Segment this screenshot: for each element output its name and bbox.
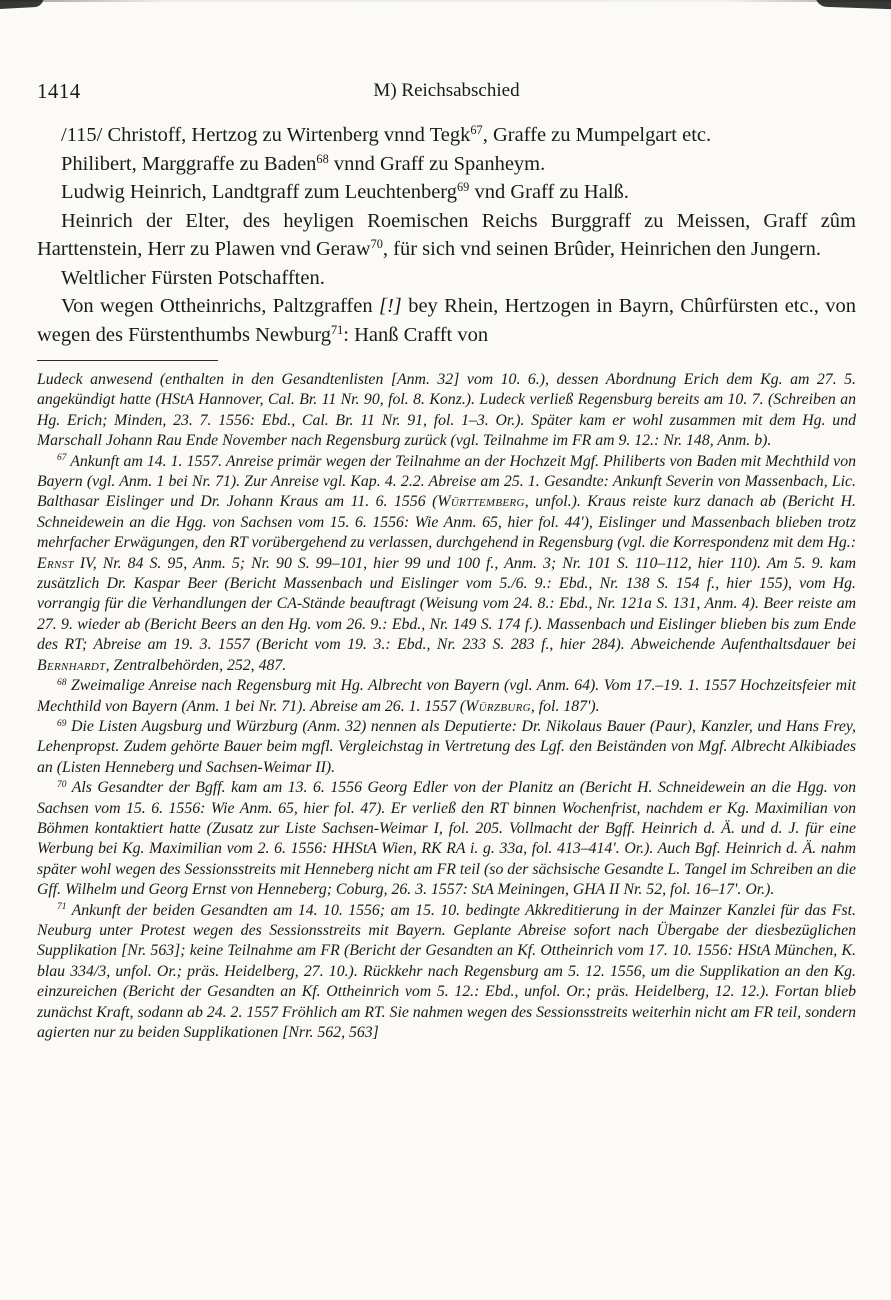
text-run: , Zentralbehörden, 252, 487. [105, 656, 287, 674]
text-run: Heinrich der Elter, des heyligen Roemischen Reichs Burggraff zu Meissen, Graff zûm Harttenstein, Herr zu Plawen vnd Geraw [37, 209, 856, 260]
footnote-number: 68 [57, 677, 67, 688]
footnote-ref: 70 [370, 237, 383, 252]
footnote-paragraph [37, 717, 856, 778]
scan-edge-artifact [0, 0, 891, 2]
text-run: vnnd Graff zu Spanheym. [328, 152, 546, 175]
text-run: Ernst [37, 554, 74, 572]
text-run: [!] [379, 295, 402, 317]
text-run: : Hanß Crafft von [343, 323, 489, 346]
footnote-number: 67 [57, 453, 67, 464]
text-run: Zweimalige Anreise nach Regensburg mit Hg. Albrecht von Bayern (vgl. Anm. 64). Vom 17.–19. 1. 1557 Hochzeitsfeier mit Mechthild von Bayern (Anm. 1 bei Nr. 71). Abreise am 26. 1. 1557 ( [37, 677, 856, 715]
text-run: , Graffe zu Mumpelgart etc. [482, 124, 712, 146]
page-number: 1414 [37, 79, 81, 103]
main-paragraph [37, 292, 856, 349]
text-run: , unfol.). Kraus reiste kurz danach ab (Bericht H. Schneidewein an die Hgg. von Sachsen vom 15. 6. 1556: Wie Anm. 65, hier fol. 44'), Eislinger und Massenbach blieben trotz mehrfacher Erwägungen, den RT vorübergehend zu verlassen, durchgehend in Regensburg (vgl. die Korrespondenz mit dem Hg.: [37, 493, 857, 552]
footnote-paragraph [37, 370, 856, 452]
text-run: , fol. 187'). [530, 697, 600, 715]
text-run: IV, Nr. 84 S. 95, Anm. 5; Nr. 90 S. 99–101, hier 99 und 100 f., Anm. 3; Nr. 101 S. 110–112, hier 110). Am 5. 9. kam zusätzlich Dr. Kaspar Beer (Bericht Massenbach und Eislinger vom 5./6. 9.: Ebd., Nr. 138 S. 154 f., hier 155), vom Hg. vorrangig für die Verhandlungen der CA-Stände beauftragt (Weisung vom 24. 8.: Ebd., Nr. 121a S. 131, Anm. 4). Beer reiste am 27. 9. wieder ab (Bericht Beers an den Hg. vom 26. 9.: Ebd., Nr. 149 S. 174 f.). Massenbach und Eislinger blieben bis zum Ende des RT; Abreise am 19. 3. 1557 (Bericht vom 19. 3.: Ebd., Nr. 233 S. 283 f., hier 284). Abweichende Aufenthaltsdauer bei [37, 554, 856, 654]
text-run: Ankunft am 14. 1. 1557. Anreise primär wegen der Teilnahme an der Hochzeit Mgf. Philiberts von Baden mit Mechthild von Bayern (vgl. Anm. 1 bei Nr. 71). Zur Anreise vgl. Kap. 4. 2.2. Abreise am 25. 1. Gesandte: Ankunft Severin von Massenbach, Lic. Balthasar Eislinger und Dr. Johann Kraus am 11. 6. 1556 ( [37, 452, 856, 511]
main-paragraph [37, 121, 856, 150]
main-paragraph [37, 264, 856, 293]
text-run: Ludwig Heinrich, Landtgraff zum Leuchtenberg [61, 181, 458, 203]
text-run: Von wegen Ottheinrichs, Paltzgraffen [61, 295, 379, 317]
footnote-paragraph [37, 452, 856, 676]
footnote-paragraph [37, 901, 856, 1044]
text-run: Ludeck anwesend (enthalten in den Gesandtenlisten [Anm. 32] vom 10. 6.), dessen Abordnung Erich dem Kg. am 27. 5. angekündigt hatte (HStA Hannover, Cal. Br. 11 Nr. 90, fol. 8. Konz.). Ludeck verließ Regensburg bereits am 10. 7. (Schreiben an Hg. Erich; Minden, 23. 7. 1556: Ebd., Cal. Br. 11 Nr. 91, fol. 1–3. Or.). Später kam er wohl zusammen mit dem Hg. und Marschall Johann Rau Ende November nach Regensburg zurück (vgl. Teilnahme im FR am 9. 12.: Nr. 148, Anm. b). [37, 371, 856, 450]
main-text [37, 121, 856, 349]
main-paragraph [37, 178, 856, 207]
running-head: M) Reichsabschied [373, 80, 520, 101]
main-paragraph [37, 150, 856, 179]
scan-artifact [0, 0, 44, 9]
text-run: Bernhardt [37, 656, 106, 674]
footnote-paragraph [37, 676, 856, 717]
footnote-paragraph [37, 778, 856, 900]
footnote-separator [37, 360, 218, 361]
footnote-number: 71 [57, 902, 67, 913]
text-run: Württemberg [437, 493, 525, 511]
text-run: , für sich vnd seinen Brûder, Heinrichen den Jungern. [382, 238, 821, 260]
footnote-number: 69 [57, 718, 67, 729]
text-run: Würzburg [465, 697, 531, 715]
scan-artifact [815, 0, 891, 9]
text-run: Philibert, Marggraffe zu Baden [61, 152, 317, 175]
footnote-ref: 69 [457, 180, 470, 195]
page-header [37, 78, 856, 108]
footnote-ref: 71 [331, 322, 344, 337]
text-run: /115/ Christoff, Hertzog zu Wirtenberg vnnd Tegk [61, 124, 471, 146]
footnote-ref: 67 [470, 123, 483, 138]
main-paragraph [37, 207, 856, 264]
footnote-ref: 68 [316, 151, 329, 166]
footnote-number: 70 [57, 779, 67, 790]
text-run: Weltlicher Fürsten Potschafften. [61, 266, 325, 289]
text-run: Die Listen Augsburg und Würzburg (Anm. 32) nennen als Deputierte: Dr. Nikolaus Bauer (Paur), Kanzler, und Hans Frey, Lehenpropst. Zudem gehörte Bauer beim mgfl. Vergleichstag in Vertretung des Lgf. den Beiständen von Mgf. Albrecht Alkibiades an (Listen Henneberg und Sachsen-Weimar II). [37, 717, 856, 776]
footnotes [37, 370, 856, 1043]
text-run: Als Gesandter der Bgff. kam am 13. 6. 1556 Georg Edler von der Planitz an (Bericht H. Schneidewein an die Hgg. von Sachsen vom 15. 6. 1556: Wie Anm. 65, hier fol. 47). Er verließ den RT binnen Wochenfrist, nachdem er Kg. Maximilian von Böhmen kontaktiert hatte (Zusatz zur Liste Sachsen-Weimar I, fol. 205. Vollmacht der Bgff. Heinrich d. Ä. und d. J. für eine Werbung bei Kg. Maximilian vom 2. 6. 1556: HHStA Wien, RK RA i. g. 33a, fol. 413–414'. Or.). Auch Bgf. Heinrich d. Ä. nahm später wohl wegen des Sessionsstreits mit Henneberg nicht am FR teil (so der sächsische Gesandte L. Tangel im Schreiben an die Gff. Wilhelm und Georg Ernst von Henneberg; Coburg, 26. 3. 1557: StA Meiningen, GHA II Nr. 52, fol. 16–17'. Or.). [37, 779, 856, 899]
text-run: Ankunft der beiden Gesandten am 14. 10. 1556; am 15. 10. bedingte Akkreditierung in der Mainzer Kanzlei für das Fst. Neuburg unter Protest wegen des Sessionsstreits mit Bayern. Geplante Abreise sofort nach Übergabe der diesbezüglichen Supplikation [Nr. 563]; keine Teilnahme am FR (Bericht der Gesandten an Kf. Ottheinrich vom 17. 10. 1556: HStA München, K. blau 334/3, unfol. Or.; präs. Heidelberg, 27. 10.). Rückkehr nach Regensburg am 5. 12. 1556, um die Supplikation an den Kg. einzureichen (Bericht der Gesandten an Kf. Ottheinrich vom 5. 12.: Ebd., unfol. Or.; präs. Heidelberg, 12. 12.). Fortan blieb zunächst Kraft, sodann ab 24. 2. 1557 Fröhlich am RT. Sie nahmen wegen des Sessionsstreits weiterhin nicht am FR teil, sondern agierten nur zu beiden Supplikationen [Nrr. 562, 563] [37, 901, 856, 1041]
text-run: bey Rhein, Hertzogen in Bayrn, Chûrfürsten etc., von wegen des Fürstenthumbs Newburg [37, 295, 856, 346]
text-run: vnd Graff zu Halß. [469, 181, 629, 203]
text-block [37, 78, 856, 1043]
